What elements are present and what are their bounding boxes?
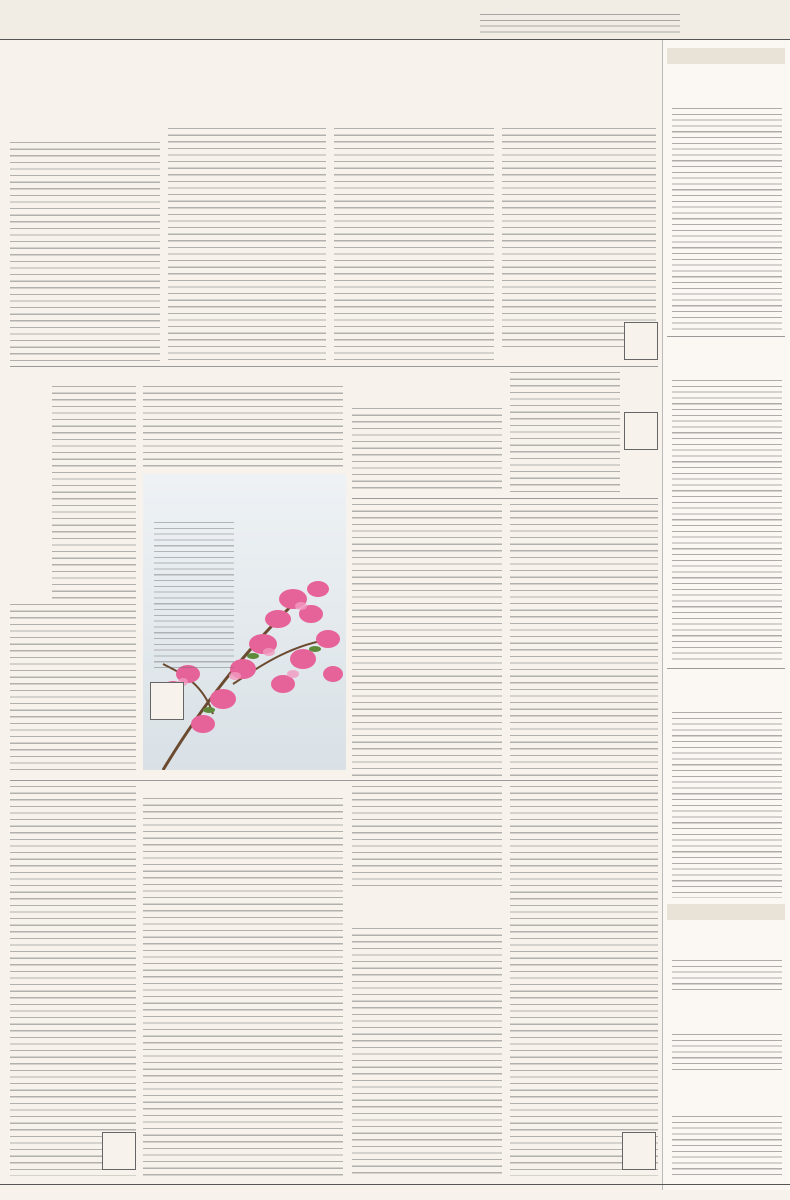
poem-1-title (667, 72, 785, 90)
guoqing-body-col-1 (352, 408, 502, 492)
yang-article-title (10, 380, 46, 600)
page-number (6, 6, 12, 36)
divider-lead (10, 366, 658, 367)
huanguo-body-col-2 (352, 786, 502, 886)
poem-2-body (672, 380, 782, 662)
dateline (520, 2, 680, 14)
zhuozhuo-poem-author (154, 510, 254, 520)
divider-right-1 (667, 336, 785, 337)
yang-article-body-2 (10, 604, 136, 774)
center-small-body (143, 386, 343, 468)
lead-body-col-2 (168, 128, 326, 362)
poem-5-title (667, 1000, 785, 1018)
lead-author (10, 128, 70, 140)
poem-5-body (672, 1034, 782, 1074)
poem-3-title (667, 676, 785, 694)
divider-right-2 (667, 668, 785, 669)
huanguo-body-col-4 (510, 786, 658, 1176)
poem-3-body (672, 712, 782, 898)
poetry-section-tag-2 (667, 904, 785, 920)
yang-article-body (52, 386, 136, 600)
guoqing-category-tag (624, 412, 658, 450)
paper-logo (688, 6, 786, 36)
poem-6-body (672, 1116, 782, 1176)
divider-middle (10, 780, 658, 781)
middle-article-col-1 (352, 504, 502, 780)
poem-4-author (700, 946, 780, 956)
middle-article-col-2 (510, 504, 658, 780)
huanguo-article-title (352, 890, 502, 922)
poetry-section-tag-1 (667, 48, 785, 64)
poem-4-body (672, 960, 782, 990)
poem-4-title (667, 926, 785, 944)
lead-body-col-1 (10, 142, 160, 362)
poem-2-title (667, 344, 785, 362)
yang-article-author (52, 372, 132, 384)
poem-5-author (700, 1020, 780, 1030)
lead-body-col-3 (334, 128, 494, 362)
divider-guoqing (352, 498, 658, 499)
poem-6-title (667, 1082, 785, 1100)
poem-6-author (700, 1102, 780, 1112)
left-bottom-category-tag (102, 1132, 136, 1170)
zhuozhuo-poem-title (154, 482, 214, 506)
lead-category-tag (624, 322, 658, 360)
guoqing-body-col-2 (510, 372, 620, 492)
page-footer (0, 1184, 790, 1200)
huanguo-author (143, 784, 223, 796)
lead-body-col-4 (502, 128, 656, 348)
zhuozhuo-category-tag (150, 682, 184, 720)
poem-1-body (672, 108, 782, 330)
zhuozhuo-poem-body (154, 522, 234, 672)
center-small-author (143, 372, 223, 384)
huanguo-body-col-3 (352, 928, 502, 1176)
poem-1-author (700, 94, 780, 104)
poem-2-author (700, 366, 780, 376)
poem-3-author (700, 698, 780, 708)
huanguo-category-tag (622, 1132, 656, 1170)
editor-credits (480, 14, 680, 34)
huanguo-body-col-1 (143, 798, 343, 1176)
left-bottom-body (10, 786, 136, 1176)
